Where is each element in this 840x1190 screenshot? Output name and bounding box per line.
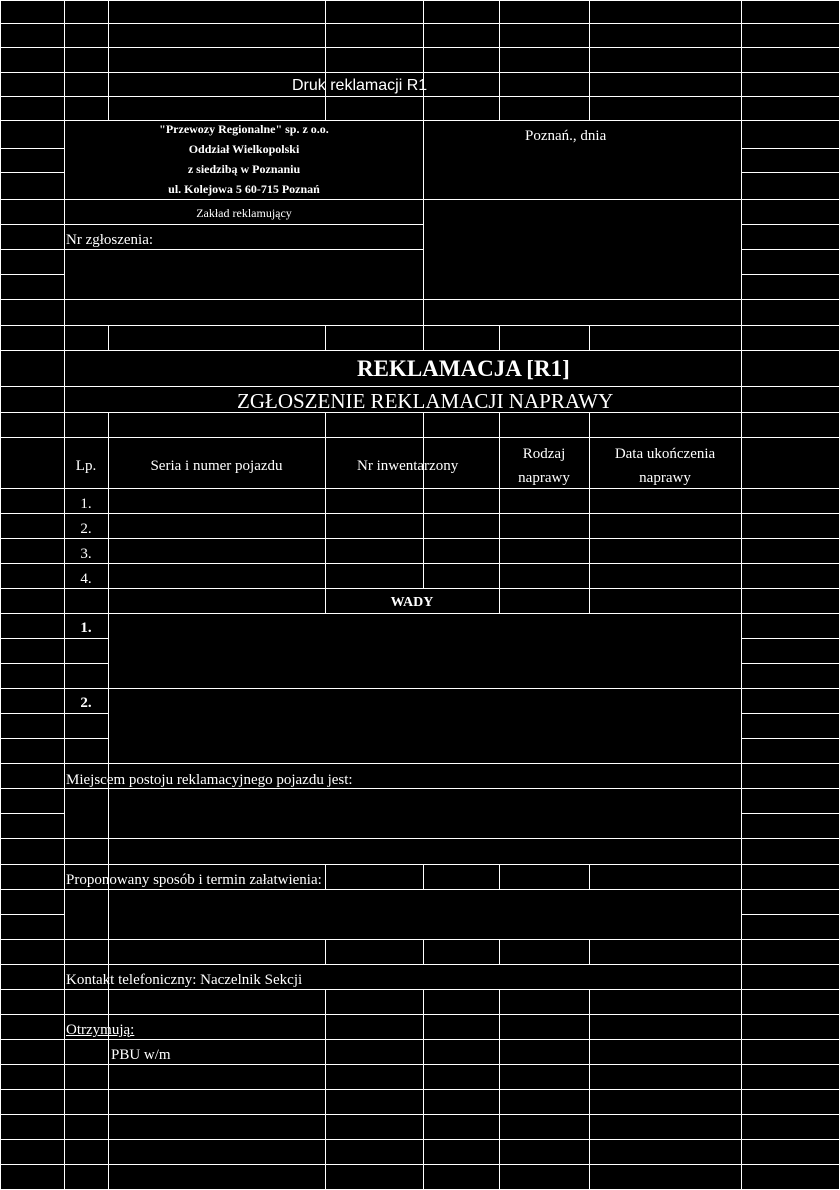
contact-label: Kontakt telefoniczny: Naczelnik Sekcji: [66, 972, 303, 988]
column-header-series: Seria i numer pojazdu: [150, 458, 283, 474]
defect-item-number: 2.: [80, 695, 92, 711]
company-address-line: ul. Kolejowa 5 60-715 Poznań: [168, 182, 320, 196]
defect-item-number: 1.: [80, 620, 92, 636]
table-row-number: 3.: [80, 546, 92, 562]
parking-place-label: Miejscem postoju reklamacyjnego pojazdu jest:: [66, 772, 353, 788]
recipients-label: Otrzymują:: [66, 1022, 135, 1038]
column-header-lp: Lp.: [75, 458, 97, 474]
company-seat-line: z siedzibą w Poznaniu: [187, 162, 301, 176]
proposal-label: Proponowany sposób i termin załatwienia:: [66, 872, 322, 888]
column-header-date-line2: naprawy: [639, 470, 691, 486]
defects-header: WADY: [390, 595, 434, 610]
table-row-number: 4.: [80, 571, 92, 587]
company-branch-line: Oddział Wielkopolski: [188, 142, 300, 156]
column-header-inventory: Nr inwentarzony: [357, 458, 459, 474]
form-subtitle: ZGŁOSZENIE REKLAMACJI NAPRAWY: [237, 389, 614, 413]
form-label: Druk reklamacji R1: [292, 77, 428, 94]
column-header-repair-type-line1: Rodzaj: [522, 446, 566, 462]
table-row-number: 2.: [80, 521, 92, 537]
company-name-line: "Przewozy Regionalne" sp. z o.o.: [159, 122, 329, 136]
complaining-unit-caption: Zakład reklamujący: [196, 206, 292, 220]
recipient-item: PBU w/m: [111, 1047, 171, 1063]
column-header-date-line1: Data ukończenia: [614, 446, 716, 462]
column-header-repair-type-line2: naprawy: [518, 470, 570, 486]
place-date-label: Poznań., dnia: [525, 128, 607, 144]
report-number-label: Nr zgłoszenia:: [66, 232, 154, 248]
form-main-title: REKLAMACJA [R1]: [357, 356, 570, 381]
table-row-number: 1.: [80, 496, 92, 512]
